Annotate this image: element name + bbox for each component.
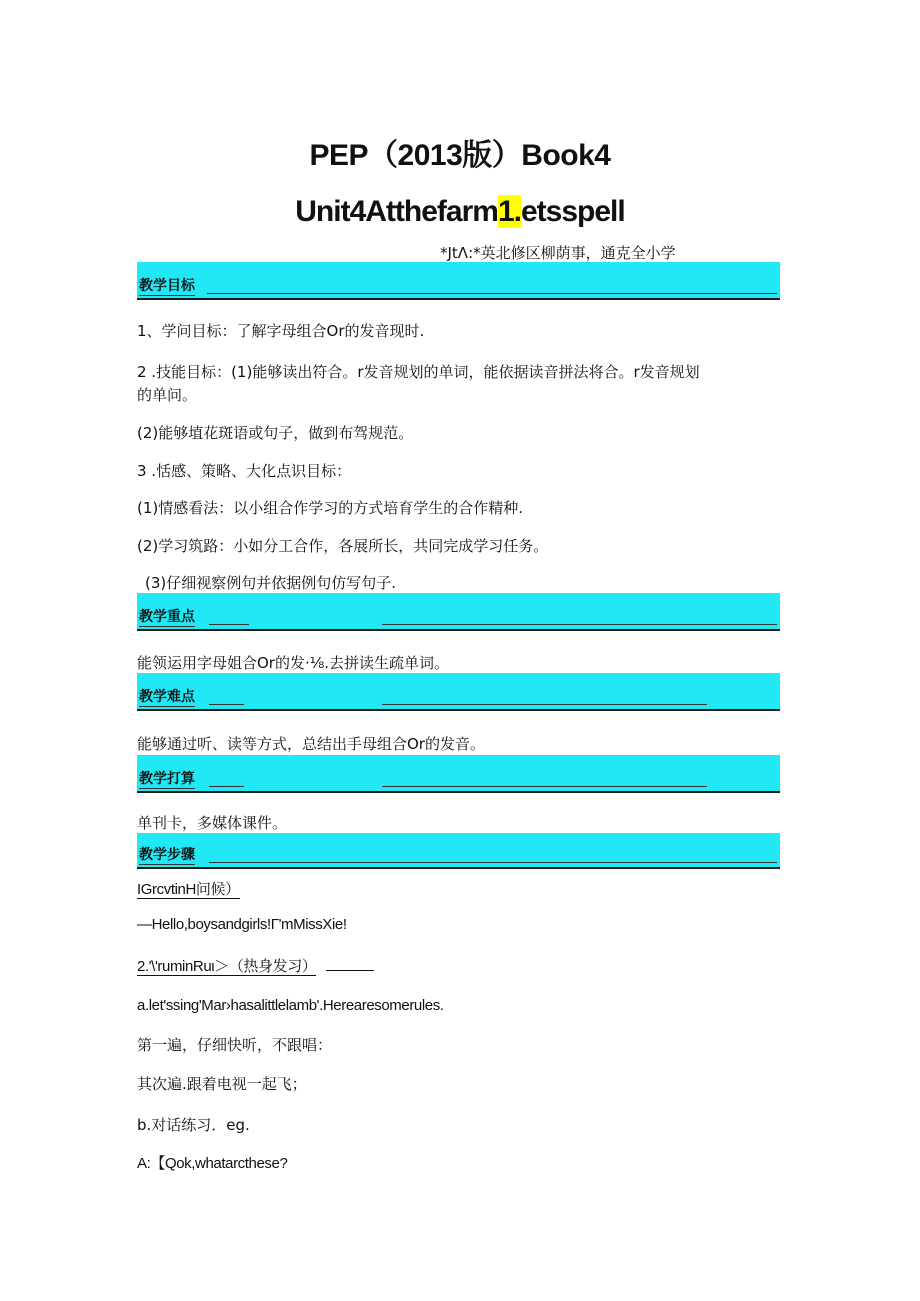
step2-dialogue: b.对话练习．eg.: [137, 1116, 250, 1134]
author-line: *JtΛ:*英北修区柳荫事，通克全小学: [440, 244, 676, 262]
section-label-preparation: 教学打算: [139, 768, 195, 789]
step2-heading: [137, 955, 374, 976]
objective-skill-line2: 的单问。: [137, 386, 198, 404]
section-rule: [209, 704, 244, 705]
step2-song: a.let'ssing'Mar›hasalittlelamb'.Herearesomerules.: [137, 997, 444, 1014]
objective-emotion-sub2: (2)学习筑路：小如分工合作，各展所长，共同完成学习任务。: [137, 537, 549, 555]
subtitle-highlight: 1.: [497, 195, 521, 228]
key-points-text: 能领运用字母姐合Or的发·⅛.去拼读生疏单词。: [137, 654, 450, 672]
section-rule: [382, 786, 707, 787]
step2-first-time: 第一遍，仔细快听，不跟唱：: [137, 1036, 333, 1054]
section-bar-preparation: [137, 755, 780, 793]
section-rule: [209, 862, 777, 863]
objective-skill-line1: 2 .技能目标：(1)能够读出符合。r发音规划的单词，能依据读音拼法将合。r发音规划: [137, 363, 700, 381]
step2-second-time: 其次遍.跟着电视一起飞；: [137, 1075, 307, 1093]
objective-emotion-sub1: (1)情感看法：以小组合作学习的方式培育学生的合作精种.: [137, 499, 524, 517]
document-subtitle: [0, 195, 920, 229]
step2-blank: [326, 956, 374, 971]
section-rule: [209, 624, 249, 625]
section-rule: [382, 624, 777, 625]
subtitle-part-2: etsspell: [520, 195, 625, 228]
section-bar-steps: [137, 833, 780, 869]
objective-emotion-sub3: (3)仔细视察例句并依据例句仿写句子.: [145, 574, 397, 592]
preparation-text: 单刊卡，多媒体课件。: [137, 814, 288, 832]
subtitle-part-1: Unit4Atthefarm: [295, 195, 498, 228]
step1-heading: [137, 878, 240, 899]
objective-skill-sub2: (2)能够埴花斑语或句子，做到布驾规范。: [137, 424, 414, 442]
step2-heading-text: 2.'\'ruminRuι＞（热身发习）: [137, 958, 317, 975]
step1-greeting: —Hello,boysandgirls!Γ'mMissXie!: [137, 916, 347, 933]
section-label-objectives: 教学目标: [139, 275, 195, 296]
section-bar-key-points: [137, 593, 780, 631]
objective-knowledge: 1、学问目标：了解字母组合Or的发音现时.: [137, 322, 425, 340]
section-label-difficulties: 教学难点: [139, 686, 195, 707]
section-bar-objectives: [137, 262, 780, 300]
difficulties-text: 能够通过听、读等方式，总结出手母组合Or的发音。: [137, 735, 485, 753]
document-title: PEP（2013版）Book4: [309, 139, 611, 172]
step2-dialogue-a: A:【Qok,whatarcthese?: [137, 1155, 288, 1172]
objective-emotion: 3 .恬感、策略、大化点识目标：: [137, 462, 352, 480]
section-rule: [382, 704, 707, 705]
section-bar-difficulties: [137, 673, 780, 711]
section-rule: [209, 786, 244, 787]
section-label-key-points: 教学重点: [139, 606, 195, 627]
step1-heading-text: IGrcvtinH问候）: [137, 881, 240, 898]
section-label-steps: 教学步骤: [139, 844, 195, 865]
section-rule: [207, 293, 777, 294]
